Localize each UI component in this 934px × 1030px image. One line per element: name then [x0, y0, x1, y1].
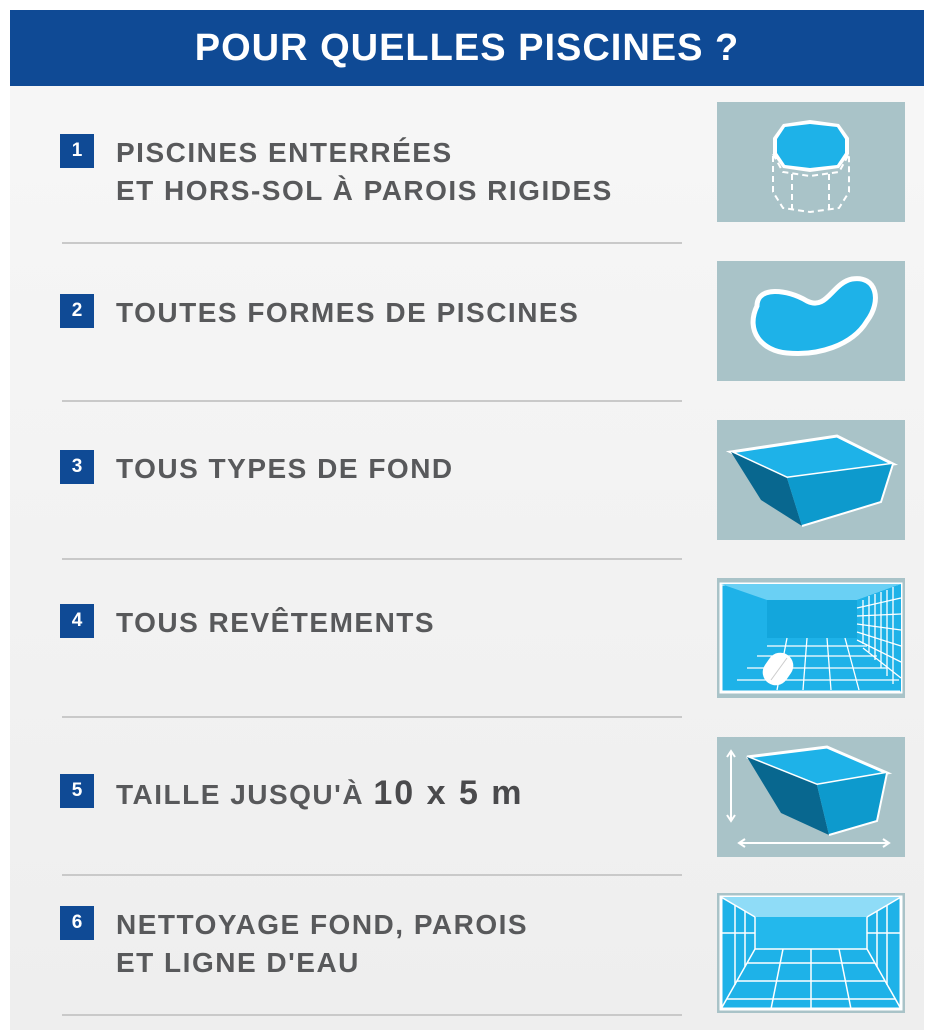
item-label-line1: PISCINES ENTERRÉES: [116, 137, 453, 168]
item-number-badge: 1: [60, 134, 94, 168]
list-item: [60, 906, 682, 982]
item-label: [116, 450, 454, 488]
page-title: POUR QUELLES PISCINES ?: [10, 10, 924, 86]
item-number-badge: 6: [60, 906, 94, 940]
list-item: [60, 450, 682, 488]
item-label-line2: ET LIGNE D'EAU: [116, 947, 360, 978]
item-label-line1: TAILLE JUSQU'À: [116, 779, 365, 810]
list-item: [60, 294, 682, 332]
item-label: [116, 604, 435, 642]
item-number-badge: 2: [60, 294, 94, 328]
list-item: [60, 134, 682, 210]
freeform-pool-icon: [717, 261, 905, 381]
list-item: [60, 604, 682, 642]
item-label: [116, 906, 528, 982]
divider: [62, 558, 682, 560]
item-label-line2: ET HORS-SOL À PAROIS RIGIDES: [116, 175, 613, 206]
pool-size-value: 10 x 5 m: [373, 774, 524, 812]
item-number-badge: 3: [60, 450, 94, 484]
divider: [62, 400, 682, 402]
item-label: [116, 774, 524, 814]
item-label-line1: TOUTES FORMES DE PISCINES: [116, 297, 580, 328]
item-label: [116, 294, 579, 332]
divider: [62, 874, 682, 876]
divider: [62, 716, 682, 718]
item-label-line1: TOUS TYPES DE FOND: [116, 453, 454, 484]
item-label-line1: TOUS REVÊTEMENTS: [116, 607, 436, 638]
divider: [62, 242, 682, 244]
item-number-badge: 5: [60, 774, 94, 808]
item-number-badge: 4: [60, 604, 94, 638]
octagon-pool-icon: [717, 102, 905, 222]
item-label-line1: NETTOYAGE FOND, PAROIS: [116, 909, 529, 940]
sloped-bottom-icon: [717, 420, 905, 540]
divider: [62, 1014, 682, 1016]
list-item: [60, 774, 682, 814]
pool-dimensions-icon: [717, 737, 905, 857]
pool-interior-icon: [717, 893, 905, 1013]
tiled-pool-icon: [717, 578, 905, 698]
item-label: [116, 134, 613, 210]
